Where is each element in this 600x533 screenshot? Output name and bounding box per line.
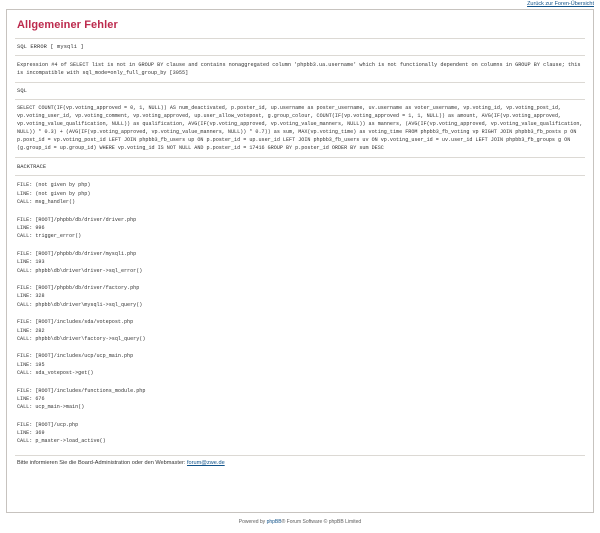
error-page-container: [6, 9, 594, 513]
admin-contact-text: Bitte informieren Sie die Board-Administration oder den Webmaster:: [17, 459, 186, 466]
frame-file-label: FILE:: [17, 421, 33, 428]
frame-line-value: 328: [35, 293, 45, 300]
frame-line-value: 282: [35, 327, 45, 334]
admin-email-link[interactable]: forum@zwe.de: [186, 459, 225, 466]
backtrace-frame: [17, 387, 585, 412]
sql-query-text: SELECT COUNT(IF(vp.voting_approved = 0, 1, NULL)) AS num_deactivated, p.poster_id, up.username as poster_username, uv.username as voter_username, vp.voting_id, vp.voting_post_id, vp.voting_user_id, vp.voting_comment, vp.voting_approved, up.user_allow_votepost, g.group_colour, COUNT(IF(vp.voting_approved = 1, 1, NULL)) as amount, AVG(IF(vp.voting_approved, vp.voting_value_qualification, NULL)) as qualification, AVG(IF(vp.voting_approved, vp.voting_value_manners, NULL)) as manners, (AVG(IF(vp.voting_approved, vp.voting_value_qualification, NULL)) * 0.3) + (AVG(IF(vp.voting_approved, vp.voting_value_manners, NULL)) * 0.7)) as sum, MAX(vp.voting_time) as voting_time FROM phpbb3_fb_voting vp RIGHT JOIN phpbb3_fb_posts p ON p.post_id = vp.voting_post_id LEFT JOIN phpbb3_fb_users up ON p.poster_id = up.user_id LEFT JOIN phpbb3_fb_users uv ON vp.voting_user_id = uv.user_id LEFT JOIN phpbb3_fb_groups g ON (g.group_id = up.group_id) WHERE vp.voting_id IS NOT NULL AND p.poster_id = 17416 GROUP BY p.poster_id ORDER BY sum DESC: [17, 105, 583, 151]
divider-sql-error: [15, 55, 585, 56]
frame-call-value: trigger_error(): [35, 233, 82, 240]
frame-call-label: CALL:: [17, 335, 33, 342]
frame-file-label: FILE:: [17, 182, 33, 189]
frame-file-value: [ROOT]/ucp.php: [35, 421, 79, 428]
frame-line-label: LINE:: [17, 430, 33, 437]
error-message: Expression #4 of SELECT list is not in GROUP BY clause and contains nonaggregated column 'phpbb3.ua.username' which is not functionally dependent on columns in GROUP BY clause; this is incompatible with sql_mode=only_full_group_by [3055]: [17, 62, 581, 77]
frame-file-value: [ROOT]/includes/sda/votepost.php: [35, 319, 134, 326]
frame-file-value: [ROOT]/phpbb/db/driver/driver.php: [35, 216, 137, 223]
frame-line-label: LINE:: [17, 190, 33, 197]
frame-line-value: 195: [35, 361, 45, 368]
back-to-forum-index-link[interactable]: Zurück zur Foren-Übersicht: [527, 1, 594, 7]
frame-line-value: 676: [35, 395, 45, 402]
frame-line-value: 996: [35, 225, 45, 232]
credit-suffix: ® Forum Software © phpBB Limited: [281, 519, 362, 525]
sql-label: SQL: [17, 88, 28, 95]
frame-call-value: phpbb\db\driver\mysqli->sql_query(): [35, 301, 143, 308]
frame-call-label: CALL:: [17, 199, 33, 206]
credit-prefix: Powered by: [238, 519, 266, 525]
frame-call-label: CALL:: [17, 404, 33, 411]
divider-sql-label: [15, 99, 585, 100]
frame-call-value: ucp_main->main(): [35, 404, 85, 411]
frame-call-label: CALL:: [17, 370, 33, 377]
frame-line-value: 369: [35, 430, 45, 437]
page-title: Allgemeiner Fehler: [17, 19, 118, 31]
divider-sql: [15, 157, 585, 158]
frame-line-label: LINE:: [17, 293, 33, 300]
frame-file-label: FILE:: [17, 250, 33, 257]
frame-line-label: LINE:: [17, 395, 33, 402]
frame-file-label: FILE:: [17, 353, 33, 360]
backtrace-frame: [17, 352, 585, 377]
backtrace-frame: [17, 284, 585, 309]
divider-footer: [15, 455, 585, 456]
backtrace-frame: [17, 216, 585, 241]
error-content: [7, 10, 593, 466]
frame-line-label: LINE:: [17, 327, 33, 334]
frame-line-value: (not given by php): [35, 190, 91, 197]
frame-file-value: (not given by php): [35, 182, 91, 189]
frame-call-value: msg_handler(): [35, 199, 76, 206]
frame-call-label: CALL:: [17, 233, 33, 240]
frame-file-value: [ROOT]/phpbb/db/driver/mysqli.php: [35, 250, 137, 257]
frame-line-label: LINE:: [17, 361, 33, 368]
frame-file-label: FILE:: [17, 319, 33, 326]
backtrace-label: BACKTRACE: [17, 164, 47, 171]
frame-call-value: phpbb\db\driver\driver->sql_error(): [35, 267, 143, 274]
frame-file-value: [ROOT]/phpbb/db/driver/factory.php: [35, 284, 140, 291]
frame-call-value: sda_votepost->get(): [35, 370, 94, 377]
phpbb-link[interactable]: phpBB: [266, 519, 282, 525]
backtrace-frame: [17, 181, 585, 206]
frame-line-label: LINE:: [17, 259, 33, 266]
frame-call-label: CALL:: [17, 438, 33, 445]
frame-line-value: 193: [35, 259, 45, 266]
footer-credit: [0, 513, 600, 525]
backtrace-frame: [17, 421, 585, 446]
divider-backtrace: [15, 175, 585, 176]
frame-file-label: FILE:: [17, 387, 33, 394]
frame-file-value: [ROOT]/includes/ucp/ucp_main.php: [35, 353, 134, 360]
divider-message: [15, 82, 585, 83]
frame-line-label: LINE:: [17, 225, 33, 232]
frame-call-value: p_master->load_active(): [35, 438, 106, 445]
frame-file-label: FILE:: [17, 284, 33, 291]
admin-contact-note: [17, 460, 585, 466]
backtrace-frame-list: [15, 181, 585, 445]
divider-title: [15, 38, 585, 39]
frame-file-value: [ROOT]/includes/functions_module.php: [35, 387, 146, 394]
backtrace-frame: [17, 318, 585, 343]
frame-call-label: CALL:: [17, 301, 33, 308]
sql-error-label: SQL ERROR [ mysqli ]: [17, 44, 84, 50]
frame-call-label: CALL:: [17, 267, 33, 274]
frame-call-value: phpbb\db\driver\factory->sql_query(): [35, 335, 146, 342]
backtrace-frame: [17, 250, 585, 275]
frame-file-label: FILE:: [17, 216, 33, 223]
top-navigation-bar: [0, 0, 600, 9]
